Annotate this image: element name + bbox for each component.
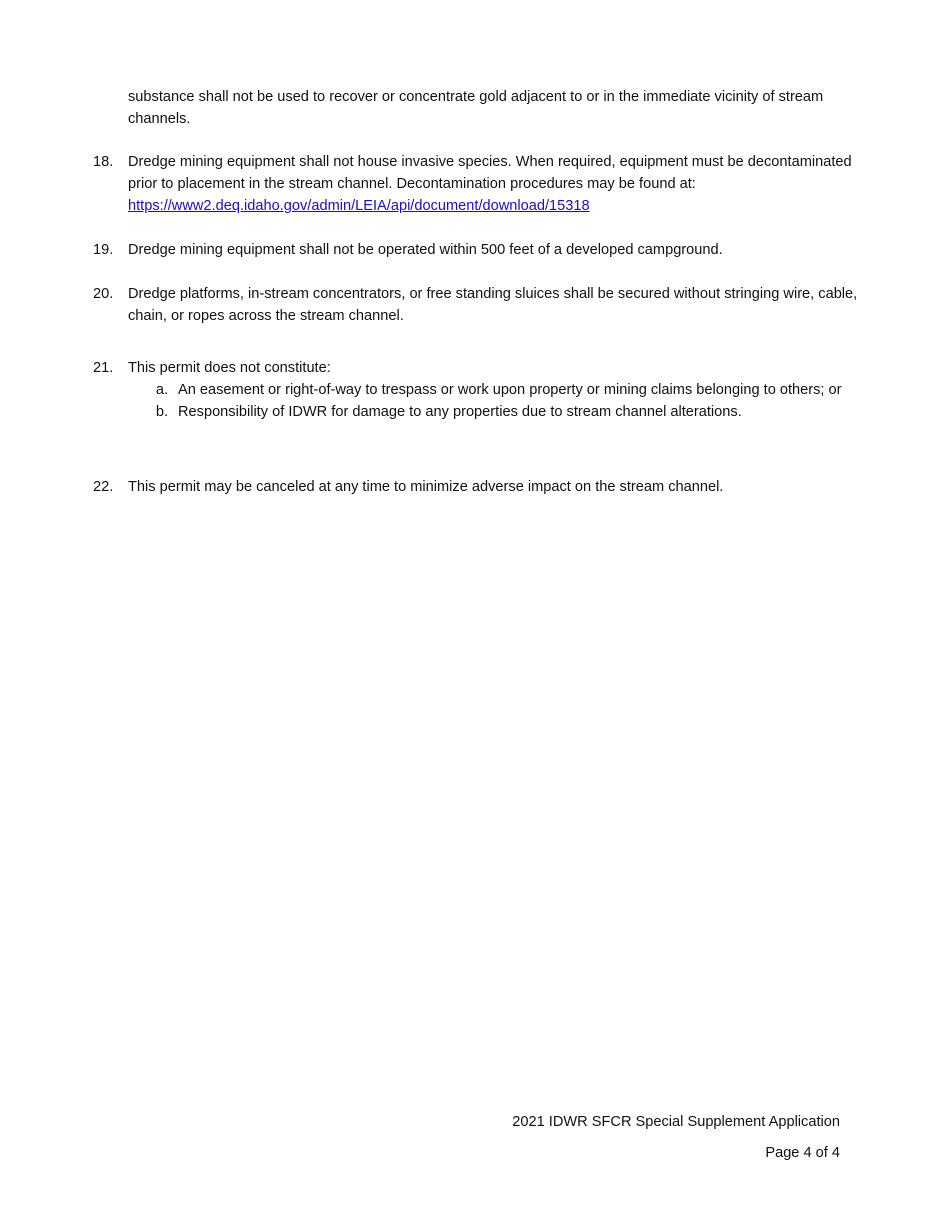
- item-number: 18.: [93, 154, 114, 170]
- list-item-20: [93, 283, 863, 327]
- footer-page-number: Page 4 of 4: [765, 1145, 840, 1161]
- continuation-paragraph: substance shall not be used to recover or concentrate gold adjacent to or in the immediate vicinity of stream channels.: [128, 89, 824, 127]
- item-text: Dredge mining equipment shall not house invasive species. When required, equipment must be decontaminated prior to placement in the stream channel. Decontamination procedures may be found at:: [128, 154, 852, 192]
- sub-list-item-a: [143, 379, 863, 401]
- item-text: Dredge platforms, in-stream concentrators, or free standing sluices shall be secured without stringing wire, cable, chain, or ropes across the stream channel.: [128, 286, 858, 324]
- sub-list-item-b: [143, 401, 863, 423]
- list-item-22: [93, 476, 863, 498]
- item-number: 19.: [93, 242, 114, 258]
- item-number: 20.: [93, 286, 114, 302]
- list-item-19: [93, 239, 863, 261]
- item-text: This permit may be canceled at any time to minimize adverse impact on the stream channel.: [128, 479, 724, 495]
- sub-item-text: Responsibility of IDWR for damage to any properties due to stream channel alterations.: [178, 404, 742, 420]
- list-item-18: [93, 151, 863, 217]
- item-text: This permit does not constitute:: [128, 360, 331, 376]
- list-item-21: [93, 357, 863, 423]
- decontamination-link[interactable]: https://www2.deq.idaho.gov/admin/LEIA/api/document/download/15318: [128, 198, 590, 214]
- item-number: 22.: [93, 479, 114, 495]
- sub-item-letter: b.: [155, 404, 168, 420]
- item-text: Dredge mining equipment shall not be operated within 500 feet of a developed campground.: [128, 242, 723, 258]
- item-body: [128, 357, 863, 423]
- footer-title: 2021 IDWR SFCR Special Supplement Application: [512, 1114, 840, 1130]
- item-body: [128, 151, 863, 217]
- sub-item-letter: a.: [155, 382, 168, 398]
- sub-item-text: An easement or right-of-way to trespass or work upon property or mining claims belonging to others; or: [178, 382, 842, 398]
- item-number: 21.: [93, 360, 114, 376]
